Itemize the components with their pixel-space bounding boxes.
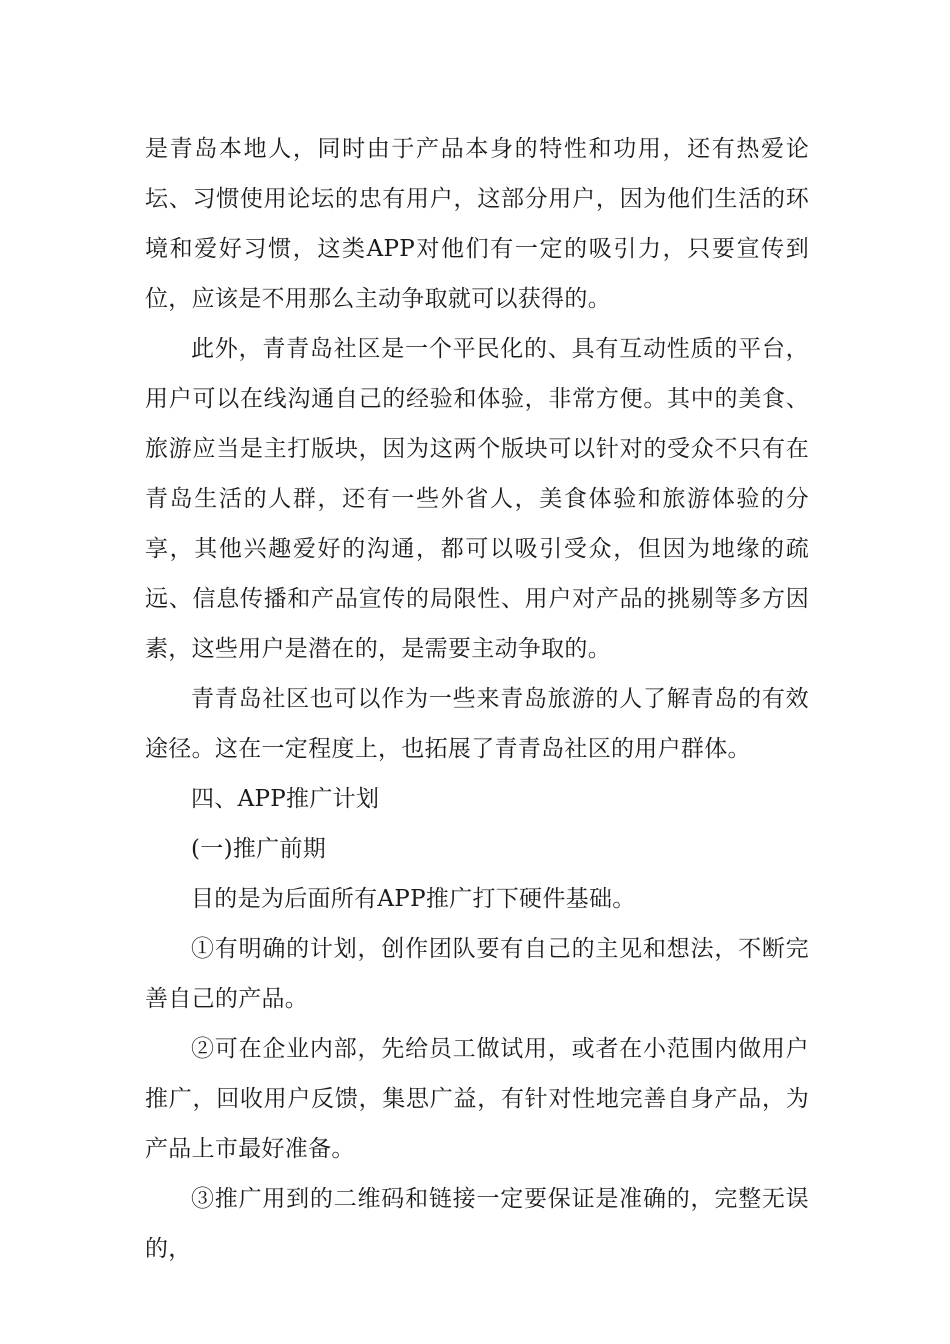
paragraph-tourism-channel: 青青岛社区也可以作为一些来青岛旅游的人了解青岛的有效途径。这在一定程度上，也拓展了青青岛社区的用户群体。 [145, 686, 809, 762]
paragraph-purpose: 目的是为后面所有APP推广打下硬件基础。 [191, 886, 636, 912]
list-item-3: ③推广用到的二维码和链接一定要保证是准确的，完整无误的， [145, 1186, 809, 1262]
paragraph-community-platform: 此外，青青岛社区是一个平民化的、具有互动性质的平台，用户可以在线沟通自己的经验和体验，非常方便。其中的美食、旅游应当是主打版块，因为这两个版块可以针对的受众不只有在青岛生活的人群，还有一些外省人，美食体验和旅游体验的分享，其他兴趣爱好的沟通，都可以吸引受众，但因为地缘的疏远、信息传播和产品宣传的局限性、用户对产品的挑剔等多方因素，这些用户是潜在的，是需要主动争取的。 [145, 336, 809, 662]
document-body [145, 124, 809, 1274]
list-item-2: ②可在企业内部，先给员工做试用，或者在小范围内做用户推广，回收用户反馈，集思广益，有针对性地完善自身产品，为产品上市最好准备。 [145, 1036, 809, 1162]
list-item-1: ①有明确的计划，创作团队要有自己的主见和想法，不断完善自己的产品。 [145, 936, 809, 1012]
section-heading-promotion-plan: 四、APP推广计划 [191, 786, 380, 812]
subsection-heading-early-stage: (一)推广前期 [191, 836, 327, 862]
paragraph-continued: 是青岛本地人，同时由于产品本身的特性和功用，还有热爱论坛、习惯使用论坛的忠有用户，这部分用户，因为他们生活的环境和爱好习惯，这类APP对他们有一定的吸引力，只要宣传到位，应该是不用那么主动争取就可以获得的。 [145, 136, 809, 312]
